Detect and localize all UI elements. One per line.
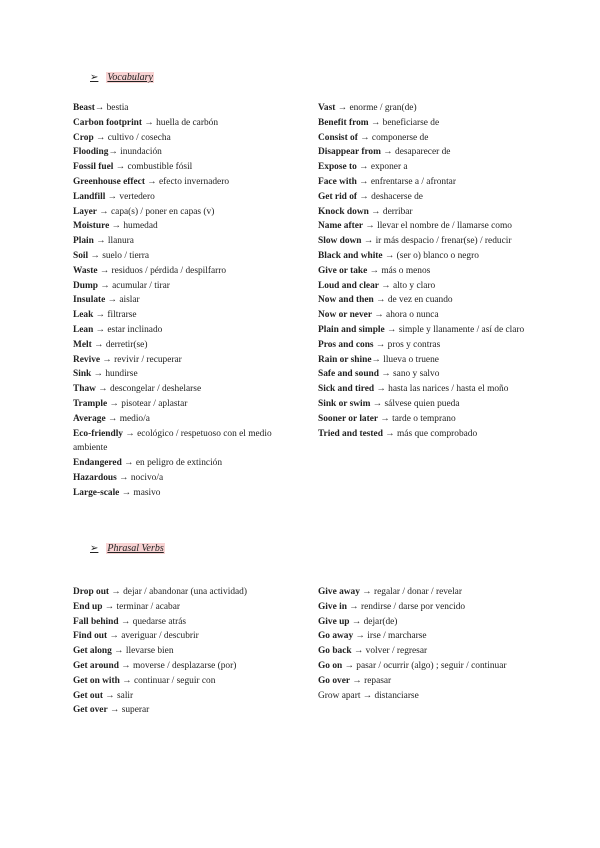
term: Greenhouse effect [73, 176, 145, 187]
term: Loud and clear [318, 280, 379, 291]
list-item [318, 427, 528, 442]
term: Face with [318, 176, 357, 187]
term: Disappear from [318, 147, 381, 158]
translation: efecto invernadero [159, 176, 230, 187]
arrow-icon: → [384, 324, 399, 335]
vocabulary-heading-label: Vocabulary [107, 72, 153, 83]
translation: sano y salvo [393, 369, 440, 380]
list-item [318, 615, 518, 630]
translation: repasar [364, 675, 392, 686]
translation: componerse de [371, 132, 429, 143]
list-item [73, 249, 288, 264]
arrow-icon: → [119, 487, 134, 498]
translation: nocivo/a [130, 472, 164, 483]
list-item [73, 600, 288, 615]
translation: humedad [123, 221, 158, 232]
term: Plain [73, 236, 94, 247]
arrow-icon: → [95, 384, 110, 395]
translation: rendirse / darse por vencido [360, 601, 466, 612]
arrow-icon: → [102, 601, 117, 612]
arrow-icon: → [373, 295, 388, 306]
list-item [73, 353, 288, 368]
translation: pros y contras [387, 339, 441, 350]
translation: filtrarse [107, 310, 137, 321]
translation: revivir / recuperar [114, 354, 182, 365]
list-item [73, 486, 288, 501]
translation: ir más despacio / frenar(se) / reducir [375, 236, 512, 247]
list-item [318, 101, 528, 116]
arrow-icon: → [351, 646, 366, 657]
list-item [318, 323, 528, 338]
term: Get on with [73, 675, 120, 686]
list-item [73, 234, 288, 249]
term: Knock down [318, 206, 369, 217]
arrow-icon: → [142, 117, 157, 128]
translation: desaparecer de [395, 147, 451, 158]
translation: alto y claro [393, 280, 436, 291]
translation: hasta las narices / hasta el moño [388, 384, 509, 395]
list-item [73, 160, 288, 175]
translation: Grow apart → distanciarse [318, 690, 419, 701]
term: Get along [73, 646, 112, 657]
list-item [73, 427, 288, 457]
translation: irse / marcharse [367, 631, 427, 642]
translation: inundación [120, 147, 162, 158]
list-item [73, 644, 288, 659]
list-item [73, 689, 288, 704]
list-item [318, 674, 518, 689]
translation: medio/a [119, 413, 150, 424]
term: Consist of [318, 132, 358, 143]
term: Thaw [73, 384, 96, 395]
term: Go away [318, 631, 354, 642]
list-item [318, 338, 528, 353]
list-item [73, 674, 288, 689]
translation: moverse / desplazarse (por) [133, 660, 237, 671]
arrow-icon: → [113, 162, 128, 173]
list-item [73, 101, 288, 116]
phrasal-verbs-heading-label: Phrasal Verbs [107, 543, 164, 554]
term: Hazardous [73, 472, 117, 483]
term: Expose to [318, 162, 357, 173]
arrow-icon: → [356, 176, 371, 187]
translation: deshacerse de [371, 191, 423, 202]
term: Get rid of [318, 191, 358, 202]
list-item [73, 219, 288, 234]
list-item [318, 234, 528, 249]
arrow-icon: → [123, 428, 138, 439]
list-item [318, 264, 528, 279]
term: Now and then [318, 295, 374, 306]
phrasal-verbs-heading [90, 543, 165, 554]
term: Revive [73, 354, 101, 365]
arrow-icon: → [368, 206, 383, 217]
translation: dejar(de) [363, 616, 398, 627]
translation: combustible fósil [127, 162, 193, 173]
translation: dejar / abandonar (una actividad) [123, 587, 247, 597]
translation: suelo / tierra [102, 250, 150, 261]
translation: en peligro de extinción [135, 458, 223, 469]
list-item [73, 367, 288, 382]
list-item [318, 219, 528, 234]
translation: estar inclinado [107, 324, 163, 335]
term: Moisture [73, 221, 110, 232]
term: Safe and sound [318, 369, 379, 380]
list-item [318, 160, 528, 175]
arrow-icon: → [361, 236, 376, 247]
arrow-icon: → [109, 221, 124, 232]
arrow-icon: → [105, 191, 120, 202]
arrow-icon: → [373, 339, 388, 350]
term: End up [73, 601, 103, 612]
arrow-icon: → [371, 310, 387, 321]
translation: capa(s) / poner en capas (v) [111, 206, 215, 217]
arrow-bullet-icon: ➢ [90, 543, 99, 554]
translation: hundirse [105, 369, 138, 380]
translation: salir [117, 690, 134, 701]
translation: llevarse bien [125, 646, 174, 657]
arrow-icon: → [94, 103, 107, 113]
list-item [318, 659, 518, 674]
translation: quedarse atrás [132, 616, 187, 627]
vocabulary-left-column [73, 101, 288, 501]
arrow-icon: → [380, 147, 395, 158]
list-item [73, 175, 288, 190]
translation: aislar [119, 295, 140, 306]
list-item [73, 205, 288, 220]
term: Go back [318, 646, 352, 657]
translation: descongelar / deshelarse [110, 384, 202, 395]
list-item [318, 367, 528, 382]
list-item [73, 293, 288, 308]
arrow-icon: → [105, 413, 120, 424]
arrow-icon: → [98, 280, 113, 291]
arrow-icon: → [342, 660, 357, 671]
arrow-icon: → [93, 236, 108, 247]
term: Vast [318, 103, 336, 113]
list-item [73, 190, 288, 205]
translation: (ser o) blanco o negro [396, 250, 479, 261]
list-item [73, 585, 288, 600]
list-item [318, 279, 528, 294]
term: Go on [318, 660, 343, 671]
arrow-icon: → [119, 675, 134, 686]
term: Eco-friendly [73, 428, 123, 439]
list-item [73, 659, 288, 674]
list-item [318, 205, 528, 220]
term: Give in [318, 601, 347, 612]
translation: regalar / donar / revelar [374, 587, 462, 597]
arrow-icon: → [350, 675, 365, 686]
arrow-icon: → [356, 162, 371, 173]
term: Beast [73, 103, 95, 113]
arrow-icon: → [359, 587, 374, 597]
arrow-icon: → [88, 250, 103, 261]
arrow-icon: → [93, 310, 108, 321]
arrow-icon: → [357, 132, 372, 143]
translation: continuar / seguir con [133, 675, 216, 686]
vocabulary-right-column [318, 101, 528, 441]
arrow-icon: → [93, 324, 108, 335]
arrow-icon: → [121, 458, 136, 469]
translation: ahora o nunca [386, 310, 439, 321]
term: Sooner or later [318, 413, 379, 424]
term: Melt [73, 339, 92, 350]
list-item [318, 308, 528, 323]
term: Sink [73, 369, 92, 380]
translation: llueva o truene [383, 354, 439, 365]
phrasal-verbs-right-column [318, 585, 518, 703]
translation: exponer a [370, 162, 408, 173]
phrasal-verbs-left-column [73, 585, 288, 718]
list-item [73, 308, 288, 323]
term: Rain or shine [318, 354, 372, 365]
term: Sink or swim [318, 398, 371, 409]
term: Go over [318, 675, 351, 686]
translation: averiguar / descubrir [121, 631, 199, 642]
term: Crop [73, 132, 94, 143]
term: Get over [73, 705, 108, 716]
term: Drop out [73, 587, 110, 597]
list-item [73, 382, 288, 397]
translation: tarde o temprano [392, 413, 456, 424]
arrow-icon: → [378, 369, 394, 380]
translation: pasar / ocurrir (algo) ; seguir / continuar [356, 660, 507, 671]
arrow-icon: → [107, 398, 122, 409]
translation: residuos / pérdida / despilfarro [111, 265, 227, 276]
arrow-icon: → [91, 369, 106, 380]
arrow-icon: → [96, 206, 112, 217]
arrow-icon: → [107, 631, 122, 642]
translation: más que comprobado [397, 428, 478, 439]
list-item [73, 116, 288, 131]
arrow-icon: → [353, 631, 368, 642]
term: Landfill [73, 191, 106, 202]
arrow-icon: → [108, 147, 121, 158]
term: Fall behind [73, 616, 119, 627]
term: Waste [73, 265, 98, 276]
translation: masivo [133, 487, 161, 498]
term: Now or never [318, 310, 372, 321]
translation: ecológico / respetuoso con el medio ambiente [73, 428, 272, 454]
term: Endangered [73, 458, 122, 469]
term: Give away [318, 587, 360, 597]
list-item [73, 471, 288, 486]
term: Large-scale [73, 487, 120, 498]
term: Leak [73, 310, 94, 321]
list-item [73, 629, 288, 644]
arrow-icon: → [144, 176, 159, 187]
term: Give or take [318, 265, 368, 276]
list-item [73, 412, 288, 427]
translation: vertedero [119, 191, 155, 202]
list-item [73, 131, 288, 146]
list-item [318, 353, 528, 368]
arrow-icon: → [346, 601, 361, 612]
arrow-icon: → [367, 265, 382, 276]
translation: huella de carbón [156, 117, 219, 128]
arrow-icon: → [107, 705, 122, 716]
arrow-icon: → [118, 616, 133, 627]
arrow-icon: → [111, 646, 126, 657]
translation: pisotear / aplastar [121, 398, 188, 409]
term: Give up [318, 616, 350, 627]
list-item [73, 279, 288, 294]
term: Tried and tested [318, 428, 383, 439]
arrow-icon: → [100, 354, 115, 365]
term: Benefit from [318, 117, 369, 128]
arrow-icon: → [378, 413, 393, 424]
term: Insulate [73, 295, 106, 306]
translation: enorme / gran(de) [349, 103, 417, 113]
list-item [318, 190, 528, 205]
translation: más o menos [381, 265, 431, 276]
translation: derretir(se) [105, 339, 148, 350]
list-item [318, 382, 528, 397]
translation: derribar [382, 206, 413, 217]
term: Black and white [318, 250, 383, 261]
term: Name after [318, 221, 364, 232]
term: Trample [73, 398, 108, 409]
term: Fossil fuel [73, 162, 114, 173]
arrow-icon: → [118, 660, 133, 671]
list-item [73, 145, 288, 160]
list-item [318, 629, 518, 644]
arrow-icon: → [349, 616, 364, 627]
list-item [318, 249, 528, 264]
list-item [318, 689, 518, 704]
term: Plain and simple [318, 324, 385, 335]
arrow-icon: → [368, 117, 383, 128]
term: Soil [73, 250, 89, 261]
term: Average [73, 413, 106, 424]
arrow-icon: → [335, 103, 350, 113]
arrow-icon: → [102, 690, 118, 701]
translation: simple y llanamente / así de claro [398, 324, 525, 335]
vocabulary-heading [90, 72, 154, 83]
list-item [73, 615, 288, 630]
term: Slow down [318, 236, 362, 247]
list-item [318, 145, 528, 160]
list-item [318, 412, 528, 427]
term: Flooding [73, 147, 109, 158]
term: Pros and cons [318, 339, 374, 350]
list-item [73, 338, 288, 353]
translation: superar [121, 705, 150, 716]
arrow-icon: → [374, 384, 389, 395]
translation: enfrentarse a / afrontar [370, 176, 456, 187]
list-item [73, 397, 288, 412]
translation: llanura [107, 236, 134, 247]
translation: volver / regresar [365, 646, 428, 657]
term: Get out [73, 690, 103, 701]
term: Carbon footprint [73, 117, 143, 128]
arrow-icon: → [357, 191, 372, 202]
list-item [73, 264, 288, 279]
arrow-icon: → [371, 354, 384, 365]
term: Dump [73, 280, 99, 291]
translation: terminar / acabar [116, 601, 181, 612]
translation: acumular / tirar [112, 280, 170, 291]
translation: llevar el nombre de / llamarse como [377, 221, 512, 232]
translation: sálvese quien pueda [384, 398, 460, 409]
list-item [318, 644, 518, 659]
translation: de vez en cuando [387, 295, 453, 306]
arrow-icon: → [105, 295, 120, 306]
arrow-icon: → [93, 132, 108, 143]
arrow-bullet-icon: ➢ [90, 72, 99, 83]
arrow-icon: → [363, 221, 378, 232]
translation: cultivo / cosecha [107, 132, 171, 143]
term: Sick and tired [318, 384, 375, 395]
list-item [318, 131, 528, 146]
list-item [73, 456, 288, 471]
arrow-icon: → [378, 280, 394, 291]
translation: bestia [106, 103, 129, 113]
arrow-icon: → [116, 472, 131, 483]
arrow-icon: → [97, 265, 112, 276]
list-item [318, 116, 528, 131]
term: Lean [73, 324, 94, 335]
arrow-icon: → [382, 428, 397, 439]
list-item [73, 703, 288, 718]
list-item [318, 293, 528, 308]
arrow-icon: → [382, 250, 397, 261]
list-item [73, 323, 288, 338]
list-item [318, 397, 528, 412]
list-item [318, 600, 518, 615]
list-item [318, 585, 518, 600]
term: Get around [73, 660, 119, 671]
list-item [318, 175, 528, 190]
term: Layer [73, 206, 97, 217]
arrow-icon: → [109, 587, 124, 597]
arrow-icon: → [370, 398, 385, 409]
translation: beneficiarse de [382, 117, 440, 128]
arrow-icon: → [91, 339, 106, 350]
term: Find out [73, 631, 108, 642]
